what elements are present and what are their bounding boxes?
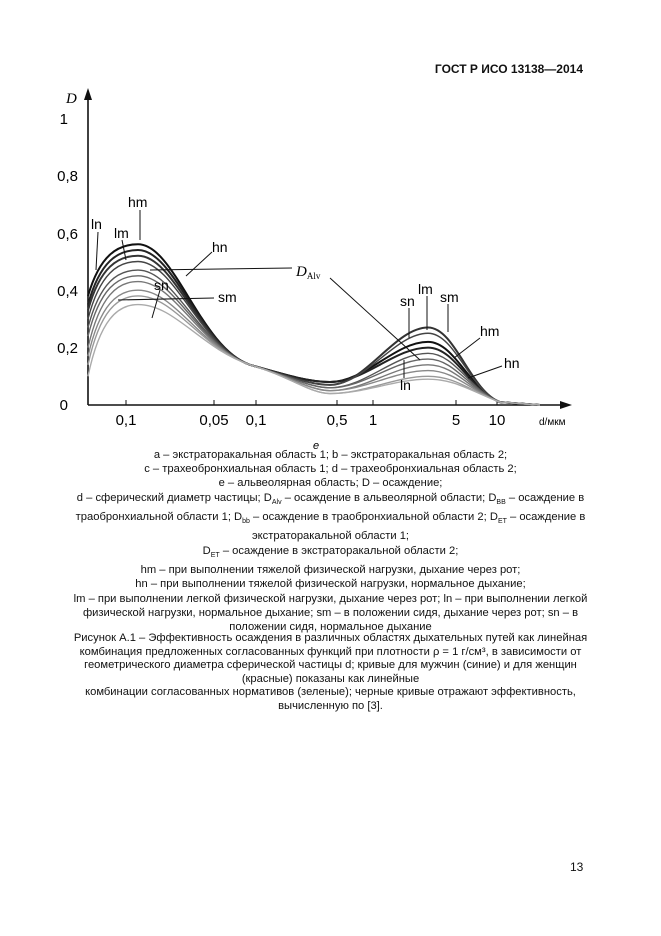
- y-tick-5: 1: [59, 111, 68, 128]
- x-axis-label: d/мкм: [539, 417, 566, 428]
- legend-line: lm – при выполнении легкой физической нагрузки, дыхание через рот; ln – при выполнении легкой: [73, 592, 588, 605]
- y-tick-1: 0,2: [57, 340, 78, 357]
- curve-label-sn-right: sn: [400, 293, 415, 309]
- y-axis-arrow: [84, 88, 92, 100]
- legend-line: траобронхиальной области 1; $D_{bb}$ – осаждение в траобронхиальной области 2; $D_{ET}$ – осаждение в: [75, 511, 586, 526]
- caption-line: геометрического диаметра сферической частицы d; кривые для мужчин (синие) и для женщин: [84, 659, 577, 672]
- y-tick-3: 0,6: [57, 226, 78, 243]
- curve-group: [88, 244, 540, 405]
- x-tick-0-05: 0,05: [199, 412, 229, 429]
- legend-line: физической нагрузки, нормальное дыхание; sm – в положении сидя, дыхание через рот; sn – в: [82, 606, 579, 619]
- x-tick-1: 1: [368, 412, 378, 429]
- y-axis-label: D: [66, 91, 77, 107]
- curve-label-hn-right: hn: [504, 355, 520, 371]
- legend-line: c – трахеобронхиальная область 1; d – трахеобронхиальная область 2;: [144, 463, 517, 476]
- curve-label-lm: lm: [114, 225, 129, 241]
- curve-label-ln-right: ln: [400, 377, 411, 393]
- curve-label-hm-right: hm: [480, 323, 500, 339]
- dalv-label: $D_{Alv}$: [296, 264, 321, 281]
- x-tick-0-1b: 0,1: [245, 412, 267, 429]
- deposition-chart: [0, 0, 661, 452]
- x-tick-10: 10: [488, 412, 506, 429]
- x-axis-arrow: [560, 401, 572, 409]
- curve-label-ln: ln: [91, 216, 102, 232]
- legend-line: экстраторакальной области 1;: [251, 530, 410, 543]
- caption-line: Рисунок А.1 – Эффективность осаждения в различных областях дыхательных путей как линейная: [73, 632, 588, 644]
- figure-caption: [70, 632, 591, 714]
- document-id: ГОСТ Р ИСО 13138—2014: [434, 62, 583, 76]
- legend-line: hn – при выполнении тяжелой физической нагрузки, нормальное дыхание;: [135, 578, 526, 591]
- curve-label-hm: hm: [128, 194, 148, 210]
- caption-line: комбинация предложенных согласованных функций при плотности ρ = 1 г/см³, в зависимости от: [79, 645, 582, 658]
- x-tick-0-1a: 0,1: [115, 412, 137, 429]
- legend-line: e – альвеолярная область; D – осаждение;: [218, 477, 443, 490]
- legend-line: hm – при выполнении тяжелой физической нагрузки, дыхание через рот;: [140, 564, 521, 577]
- x-tick-5: 5: [451, 412, 461, 429]
- legend-line: положении сидя, нормальное дыхание: [229, 620, 432, 633]
- legend-line: $D_{ET}$ – осаждение в экстраторакальной области 2;: [202, 544, 459, 559]
- y-tick-0: 0: [59, 397, 68, 414]
- curve-label-hn: hn: [212, 239, 228, 255]
- legend-line: a – экстраторакальная область 1; b – экстраторакальная область 2;: [153, 449, 508, 461]
- curve-label-sm-right: sm: [440, 289, 459, 305]
- deposition-curve-10: [88, 305, 540, 405]
- x-tick-0-5: 0,5: [326, 412, 348, 429]
- legend-line: d – сферический диаметр частицы; $D_{Alv}$ – осаждение в альвеолярной области; $D_{BB}$ – осаждение в: [76, 491, 585, 506]
- caption-line: (красные) показаны как линейные: [241, 672, 420, 685]
- curve-label-sm: sm: [218, 289, 237, 305]
- caption-line: комбинации согласованных нормативов (зеленые); черные кривые отражают эффективность,: [85, 686, 576, 699]
- page-number: 13: [570, 860, 584, 874]
- caption-line: вычисленную по [3].: [278, 699, 383, 712]
- y-tick-2: 0,4: [57, 283, 78, 300]
- y-tick-4: 0,8: [57, 168, 78, 185]
- curve-label-sn: sn: [154, 277, 169, 293]
- bottom-marker: e: [313, 440, 320, 452]
- figure-legend: [70, 448, 591, 634]
- curve-label-lm-right: lm: [418, 281, 433, 297]
